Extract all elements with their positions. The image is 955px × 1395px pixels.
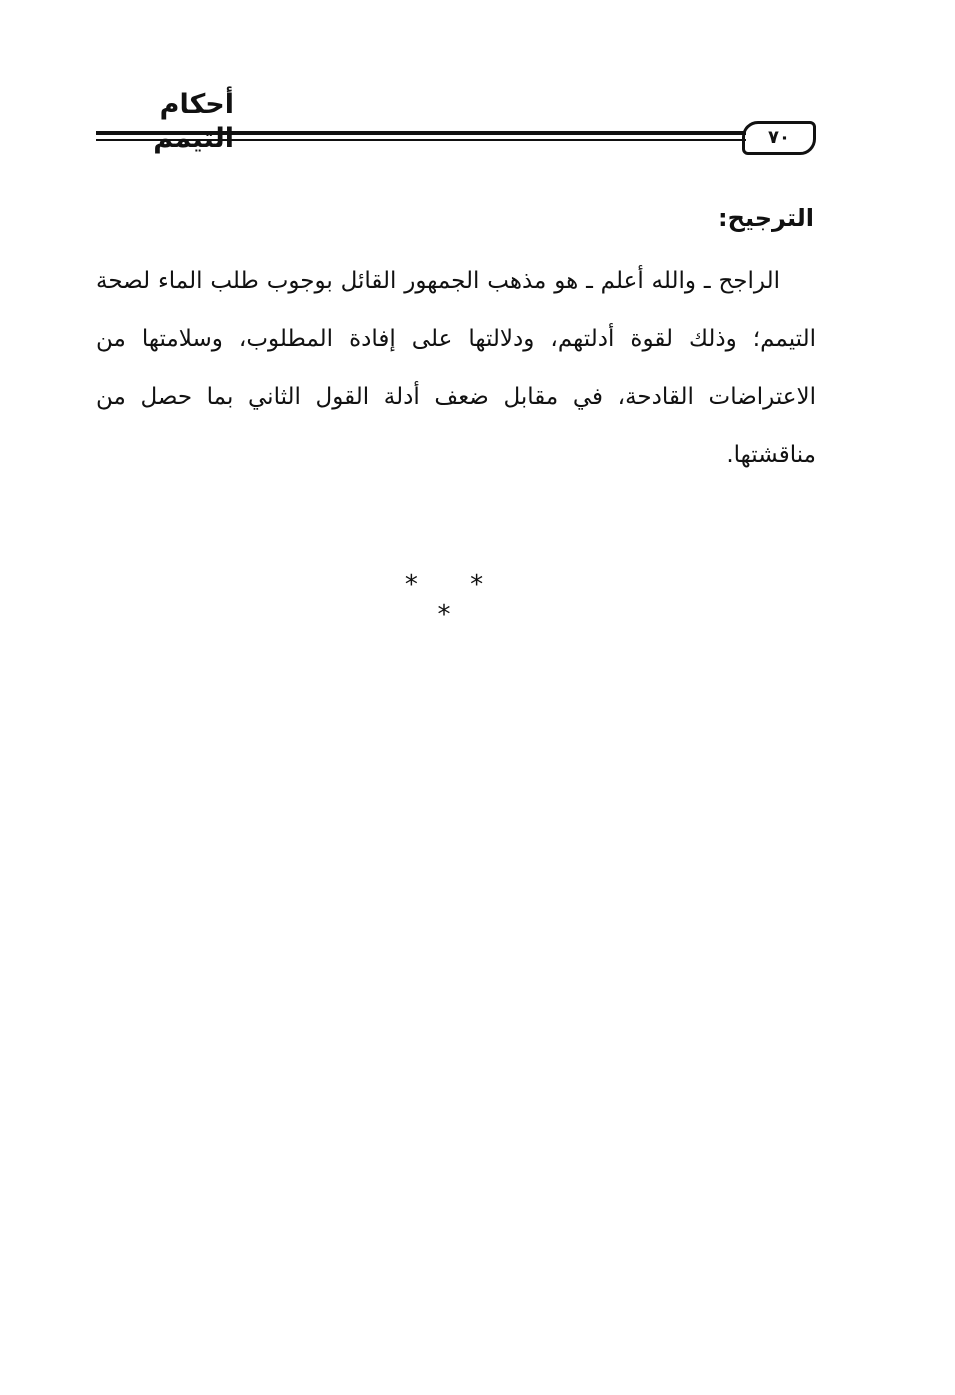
running-header-title: أحكام <box>159 89 234 120</box>
section-heading: الترجيح: <box>718 204 814 232</box>
header-rule-thin-line <box>96 139 746 141</box>
section-separator-asterisks: * * * <box>404 570 506 630</box>
page-number: ٧٠ <box>742 121 816 155</box>
header-rule <box>96 131 746 149</box>
header-rule-thick-line <box>96 131 746 135</box>
body-paragraph: الراجح ـ والله أعلم ـ هو مذهب الجمهور القائل بوجوب طلب الماء لصحة التيمم؛ وذلك لقوة أدلتهم، ودلالتها على إفادة المطلوب، وسلامتها من الاعتراضات القادحة، في مقابل ضعف أدلة القول الثاني بما حصل من مناقشتها. <box>96 268 816 468</box>
